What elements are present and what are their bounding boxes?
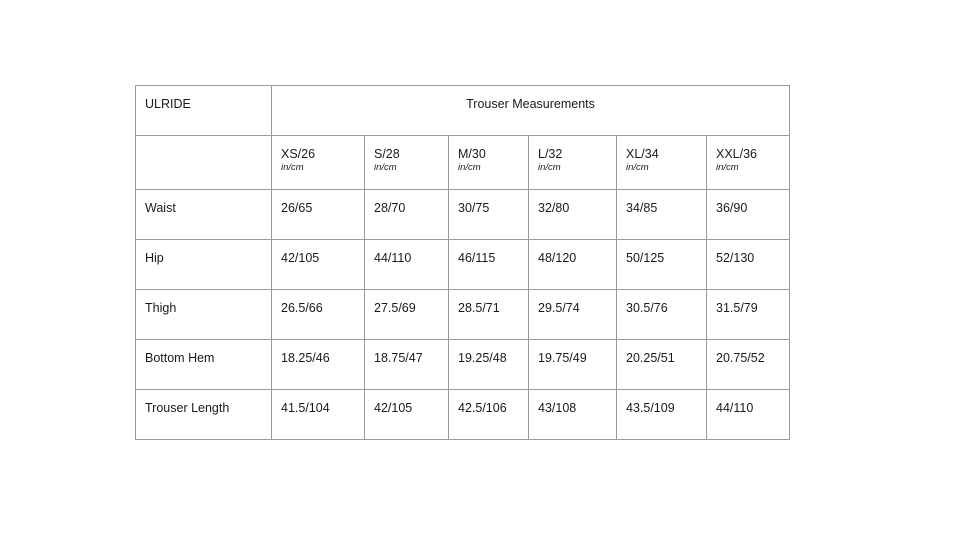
row-label: Bottom Hem xyxy=(136,340,272,390)
size-header-cell xyxy=(449,136,529,190)
size-label: XXL/36 xyxy=(716,147,758,161)
table-cell: 36/90 xyxy=(707,190,790,240)
size-header-cell xyxy=(617,136,707,190)
size-header-cell xyxy=(707,136,790,190)
table-cell: 50/125 xyxy=(617,240,707,290)
table-cell: 43.5/109 xyxy=(617,390,707,440)
unit-label: in/cm xyxy=(458,162,481,173)
table-cell: 43/108 xyxy=(529,390,617,440)
table-cell: 30/75 xyxy=(449,190,529,240)
size-header-cell xyxy=(272,136,365,190)
table-cell: 18.25/46 xyxy=(272,340,365,390)
row-label: Waist xyxy=(136,190,272,240)
table-cell: 26/65 xyxy=(272,190,365,240)
table-cell: 28.5/71 xyxy=(449,290,529,340)
table-row xyxy=(136,190,790,240)
table-cell: 27.5/69 xyxy=(365,290,449,340)
size-header-row xyxy=(136,136,790,190)
empty-corner-cell xyxy=(136,136,272,190)
row-label: Trouser Length xyxy=(136,390,272,440)
unit-label: in/cm xyxy=(281,162,304,173)
size-label: S/28 xyxy=(374,147,400,161)
table-cell: 28/70 xyxy=(365,190,449,240)
table-cell: 19.25/48 xyxy=(449,340,529,390)
table-cell: 44/110 xyxy=(707,390,790,440)
unit-label: in/cm xyxy=(374,162,397,173)
table-cell: 30.5/76 xyxy=(617,290,707,340)
table-row xyxy=(136,290,790,340)
table-row xyxy=(136,240,790,290)
table-cell: 42/105 xyxy=(272,240,365,290)
size-label: XL/34 xyxy=(626,147,659,161)
table-cell: 20.75/52 xyxy=(707,340,790,390)
size-label: L/32 xyxy=(538,147,563,161)
table-cell: 19.75/49 xyxy=(529,340,617,390)
table-cell: 32/80 xyxy=(529,190,617,240)
table-cell: 42/105 xyxy=(365,390,449,440)
size-label: XS/26 xyxy=(281,147,316,161)
unit-label: in/cm xyxy=(626,162,649,173)
table-cell: 44/110 xyxy=(365,240,449,290)
size-label: M/30 xyxy=(458,147,486,161)
size-chart-table xyxy=(135,85,790,440)
table-header-row xyxy=(136,86,790,136)
size-header-cell xyxy=(529,136,617,190)
table-cell: 46/115 xyxy=(449,240,529,290)
brand-cell: ULRIDE xyxy=(136,86,272,136)
row-label: Thigh xyxy=(136,290,272,340)
row-label: Hip xyxy=(136,240,272,290)
table-cell: 18.75/47 xyxy=(365,340,449,390)
table-cell: 31.5/79 xyxy=(707,290,790,340)
table-row xyxy=(136,390,790,440)
table-cell: 52/130 xyxy=(707,240,790,290)
size-header-cell xyxy=(365,136,449,190)
table-cell: 34/85 xyxy=(617,190,707,240)
table-cell: 48/120 xyxy=(529,240,617,290)
unit-label: in/cm xyxy=(538,162,561,173)
table-cell: 20.25/51 xyxy=(617,340,707,390)
table-title: Trouser Measurements xyxy=(272,86,790,136)
table-row xyxy=(136,340,790,390)
table-cell: 42.5/106 xyxy=(449,390,529,440)
unit-label: in/cm xyxy=(716,162,739,173)
table-cell: 26.5/66 xyxy=(272,290,365,340)
table-cell: 29.5/74 xyxy=(529,290,617,340)
table-cell: 41.5/104 xyxy=(272,390,365,440)
